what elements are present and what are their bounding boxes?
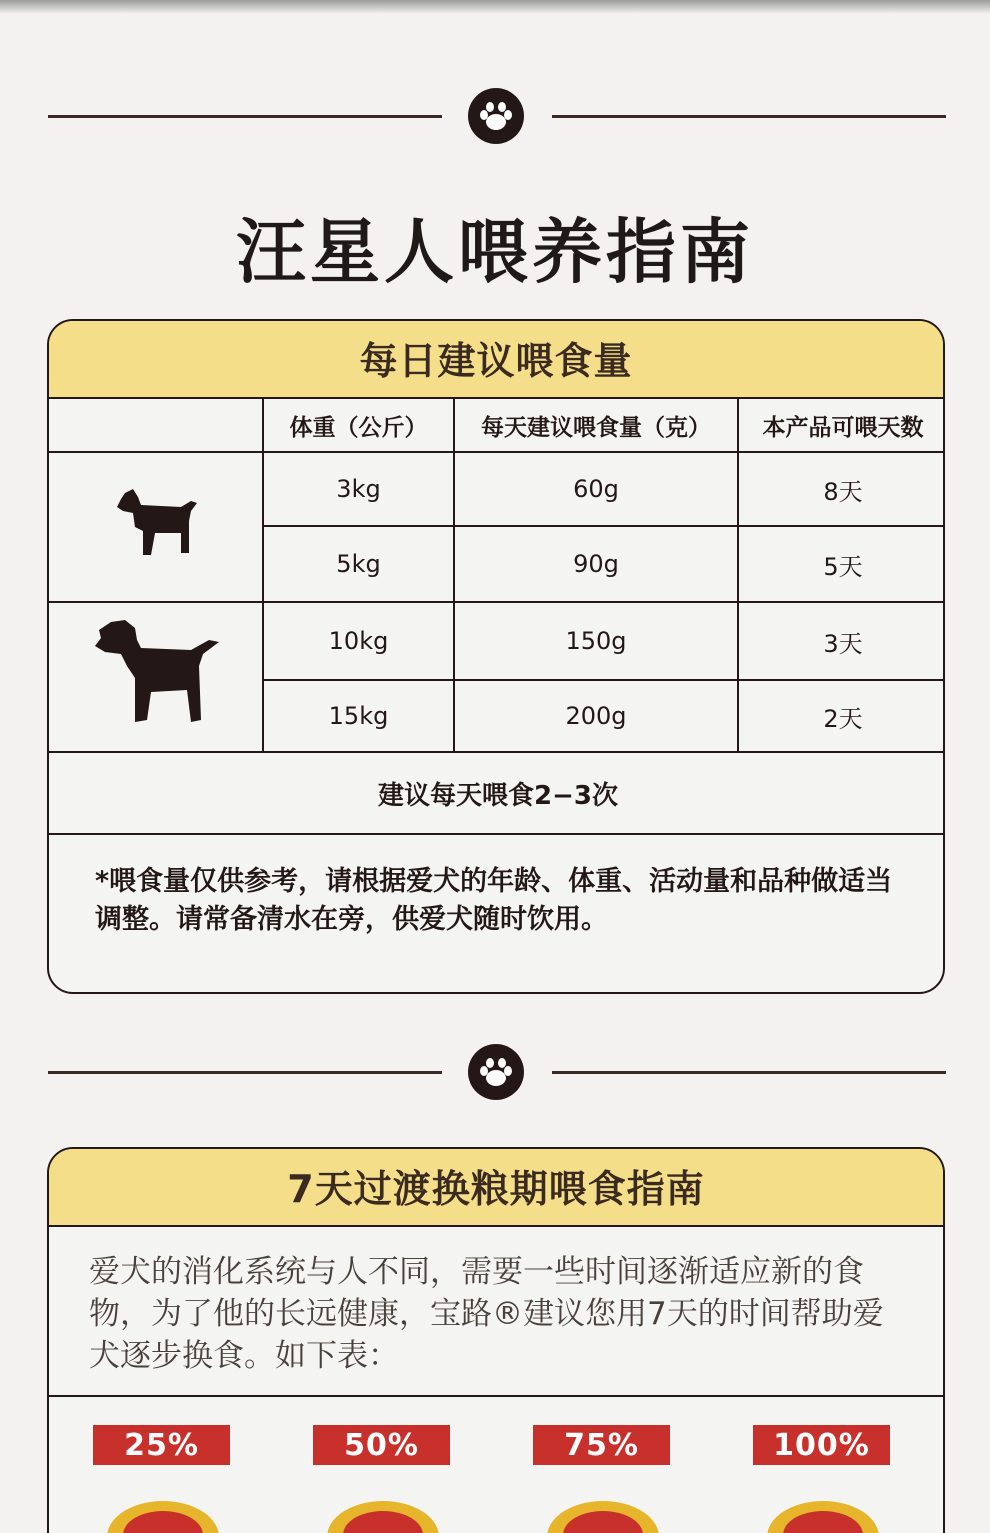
- weight-cell: 10kg: [263, 602, 454, 680]
- table-row: [49, 602, 945, 680]
- daily-feeding-heading: 每日建议喂食量: [49, 321, 943, 399]
- food-bowl-icon: [543, 1497, 663, 1533]
- column-header-days: 本产品可喂天数: [738, 399, 945, 452]
- transition-intro: 爱犬的消化系统与人不同，需要一些时间逐渐适应新的食物，为了他的长远健康，宝路®建议您用7天的时间帮助爱犬逐步换食。如下表：: [49, 1227, 943, 1397]
- divider-line-right: [552, 115, 946, 118]
- small-dog-cell: [49, 452, 263, 602]
- divider-line-left: [48, 115, 442, 118]
- page-title: 汪星人喂养指南: [236, 211, 754, 293]
- food-bowl-icon: [763, 1497, 883, 1533]
- feeding-frequency: 建议每天喂食2−3次: [49, 752, 945, 834]
- transition-steps: [49, 1397, 943, 1533]
- small-dog-icon: [111, 487, 201, 562]
- food-bowl-icon: [323, 1497, 443, 1533]
- step-label: 75%: [533, 1425, 670, 1465]
- large-dog-icon: [91, 618, 221, 730]
- top-shadow: [0, 0, 990, 14]
- column-header: [49, 399, 263, 452]
- amount-cell: 90g: [454, 526, 738, 602]
- amount-cell: 200g: [454, 680, 738, 752]
- table-header-row: [49, 399, 945, 452]
- column-header-weight: 体重（公斤）: [263, 399, 454, 452]
- transition-card: [47, 1147, 945, 1533]
- divider-line-right: [552, 1071, 946, 1074]
- frequency-row: [49, 752, 945, 834]
- days-cell: 2天: [738, 680, 945, 752]
- weight-cell: 5kg: [263, 526, 454, 602]
- section-divider: [0, 1042, 990, 1102]
- section-divider: [0, 86, 990, 146]
- large-dog-cell: [49, 602, 263, 752]
- amount-cell: 60g: [454, 452, 738, 526]
- divider-line-left: [48, 1071, 442, 1074]
- paw-icon: [468, 88, 524, 144]
- days-cell: 5天: [738, 526, 945, 602]
- column-header-amount: 每天建议喂食量（克）: [454, 399, 738, 452]
- days-cell: 8天: [738, 452, 945, 526]
- weight-cell: 3kg: [263, 452, 454, 526]
- feeding-table: [49, 399, 945, 835]
- feeding-note: *喂食量仅供参考，请根据爱犬的年龄、体重、活动量和品种做适当调整。请常备清水在旁，供爱犬随时饮用。: [95, 866, 893, 935]
- weight-cell: 15kg: [263, 680, 454, 752]
- days-cell: 3天: [738, 602, 945, 680]
- table-row: [49, 452, 945, 526]
- transition-heading: 7天过渡换粮期喂食指南: [49, 1149, 943, 1227]
- step-label: 50%: [313, 1425, 450, 1465]
- paw-icon: [468, 1044, 524, 1100]
- step-label: 100%: [753, 1425, 890, 1465]
- amount-cell: 150g: [454, 602, 738, 680]
- food-bowl-icon: [103, 1497, 223, 1533]
- daily-feeding-card: [47, 319, 945, 994]
- step-label: 25%: [93, 1425, 230, 1465]
